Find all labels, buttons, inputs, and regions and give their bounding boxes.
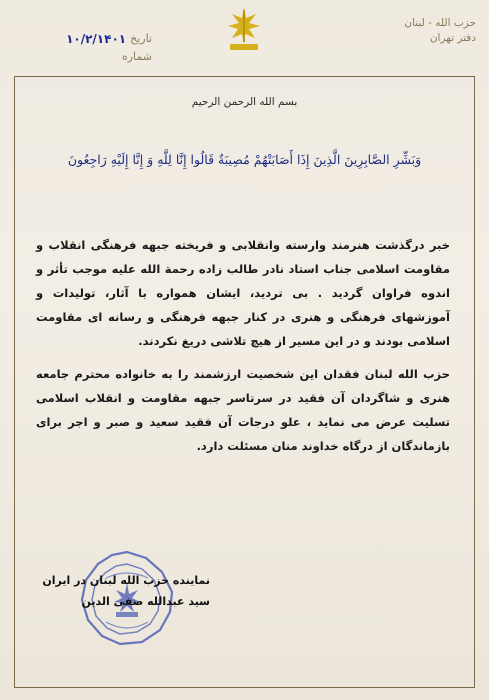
- date-number-block: [32, 30, 152, 66]
- body-paragraph-1: خبر درگذشت هنرمند وارسته وانقلابی و فریخته جبهه فرهنگی انقلاب و مقاومت اسلامی جناب استاد نادر طالب زاده رحمة الله علیه موجب تأثر و اندوه فراوان گردید . بی تردید، ایشان همواره با آثار، تولیدات و آموزشهای فرهنگی و هنری در کنار جبهه فرهنگی و رسانه ای مقاومت اسلامی بودند و در این مسیر از هیچ تلاشی دریغ نکردند.: [36, 238, 450, 348]
- signature-name: سید عبدالله صفی الدین: [81, 595, 210, 608]
- signature-block: [40, 570, 210, 612]
- organization-header: [390, 16, 476, 46]
- body-paragraph-2: حزب الله لبنان فقدان این شخصیت ارزشمند را به خانواده محترم جامعه هنری و شاگردان آن فقید در سرتاسر جبهه مقاومت و انقلاب اسلامی تسلیت عرض می نماید ، علو درجات آن فقید سعید و صبر و اجر برای بازماندگان از درگاه خداوند منان مسئلت دارد.: [36, 367, 450, 453]
- signature-title: نماینده حزب الله لبنان در ایران: [42, 574, 210, 587]
- date-value: ۱۰/۲/۱۴۰۱: [66, 32, 127, 46]
- hezbollah-logo-icon: [222, 4, 266, 54]
- date-label: تاريخ: [130, 32, 152, 45]
- number-label: شماره: [121, 50, 152, 63]
- quran-verse: وَبَشِّرِ الصَّابِرِينَ الَّذِينَ إِذَا أَصَابَتْهُمْ مُصِيبَةٌ قَالُوا إِنَّا لِلَّهِ وَ إِنَّا إِلَيْهِ رَاجِعُونَ: [67, 152, 422, 167]
- office-name: دفتر تهران: [429, 32, 476, 44]
- basmala: بسم الله الرحمن الرحيم: [191, 96, 298, 108]
- org-name: حزب الله - لبنان: [404, 17, 476, 29]
